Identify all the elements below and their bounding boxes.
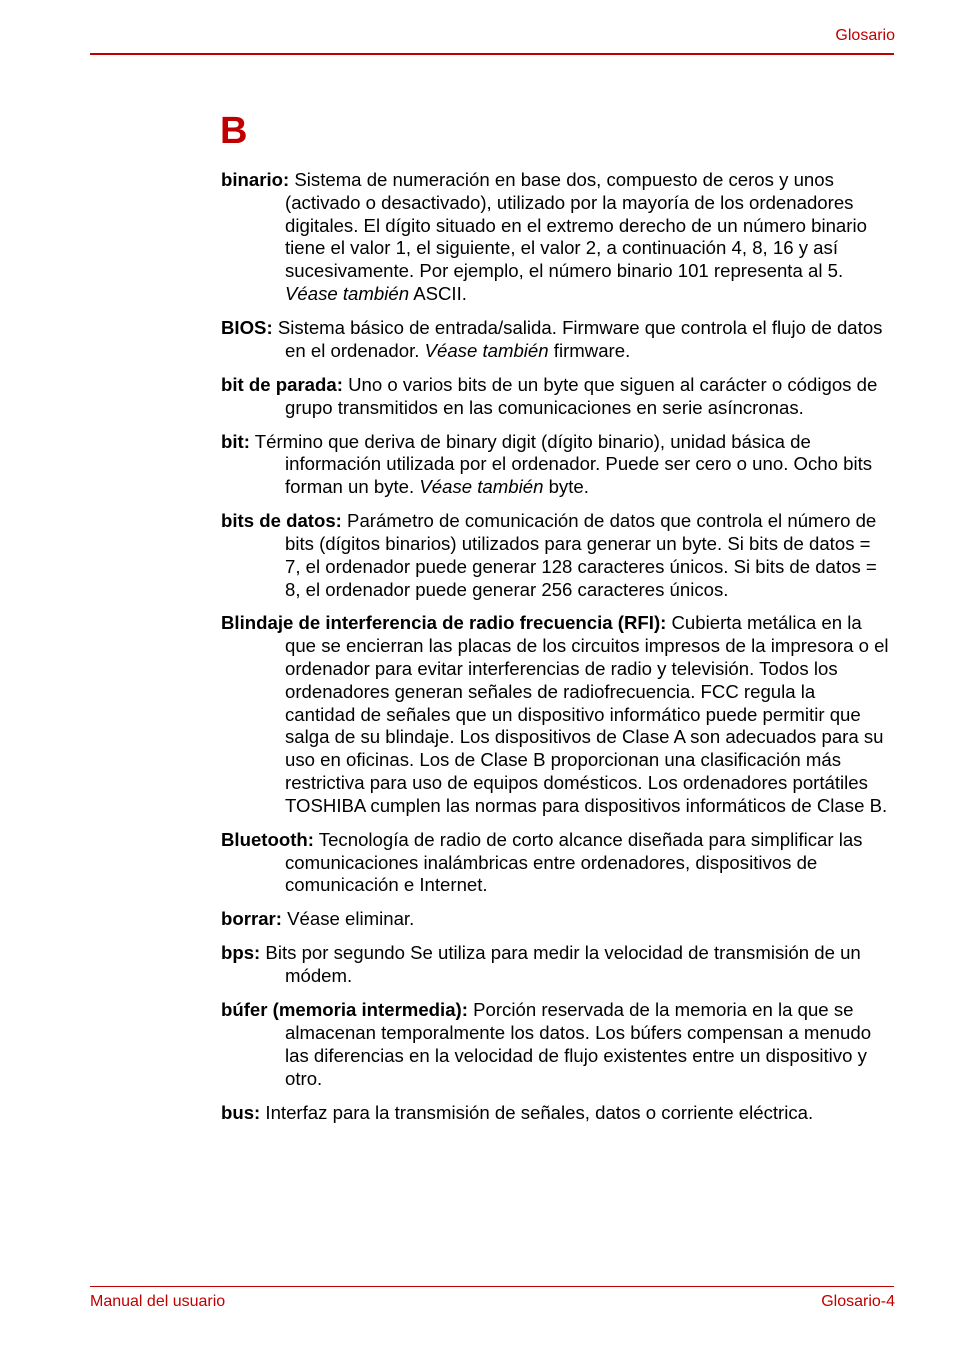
entry-text: Uno o varios bits de un byte que siguen al carácter o códigos de grupo transmitidos en las comunicaciones en serie asíncronas. <box>285 373 878 418</box>
glossary-entry-bits-de-datos <box>221 510 889 601</box>
entry-ref-label: Véase también <box>285 282 410 304</box>
entry-term: BIOS: <box>221 316 273 338</box>
entry-ref-target: byte. <box>548 476 589 498</box>
entry-ref-target: firmware. <box>553 339 631 361</box>
glossary-entry-binario <box>221 169 889 306</box>
entry-term: bit de parada: <box>221 373 343 395</box>
entry-text: Porción reservada de la memoria en la que se almacenan temporalmente los datos. Los búfers compensan a menudo las diferencias en la velocidad de flujo existentes entre un dispositivo y otro. <box>285 999 872 1089</box>
entry-term: bit: <box>221 430 250 452</box>
glossary-entry-bit <box>221 431 889 499</box>
entry-text: Véase eliminar. <box>287 908 415 930</box>
header-rule <box>90 53 894 55</box>
entry-text: Tecnología de radio de corto alcance diseñada para simplificar las comunicaciones inalámbricas entre ordenadores, dispositivos de comunicación e Internet. <box>285 828 863 896</box>
entry-text: Término que deriva de binary digit (dígito binario), unidad básica de información utilizada por el ordenador. Puede ser cero o uno. Ocho bits forman un byte. <box>254 430 873 498</box>
entry-term: bps: <box>221 942 261 964</box>
entry-text: Sistema básico de entrada/salida. Firmware que controla el flujo de datos en el ordenador. <box>277 316 883 361</box>
entry-text: Bits por segundo Se utiliza para medir la velocidad de transmisión de un módem. <box>265 942 861 987</box>
footer-manual-title: Manual del usuario <box>90 1293 226 1310</box>
page-number: Glosario-4 <box>821 1293 895 1310</box>
entry-term: bus: <box>221 1101 261 1123</box>
entry-text: Interfaz para la transmisión de señales, datos o corriente eléctrica. <box>265 1101 814 1123</box>
entry-term: borrar: <box>221 908 282 930</box>
glossary-entry-blindaje-rfi <box>221 612 889 817</box>
entry-term: Bluetooth: <box>221 828 314 850</box>
section-letter: B <box>220 110 248 152</box>
glossary-entry-bit-de-parada <box>221 374 889 420</box>
entry-term: bits de datos: <box>221 510 342 532</box>
entry-term: búfer (memoria intermedia): <box>221 999 468 1021</box>
entry-text: Parámetro de comunicación de datos que controla el número de bits (dígitos binarios) utilizados para generar un byte. Si bits de datos = 7, el ordenador puede generar 128 caracteres únicos. Si bits de datos = 8, el ordenador puede generar 256 caracteres únicos. <box>285 510 877 600</box>
glossary-entry-bluetooth <box>221 829 889 897</box>
running-header: Glosario <box>835 27 895 44</box>
entry-text: Cubierta metálica en la que se encierran las placas de los circuitos impresos de la impresora o el ordenador para evitar interferencias de radio y televisión. Todos los ordenadores generan señales de radiofrecuencia. FCC regula la cantidad de señales que un dispositivo informático puede permitir que salga de su blindaje. Los dispositivos de Clase A son adecuados para su uso en oficinas. Los de Clase B proporcionan una clasificación más restrictiva para uso de equipos domésticos. Los ordenadores portátiles TOSHIBA cumplen las normas para dispositivos informáticos de Clase B. <box>285 612 889 816</box>
glossary-entry-bufer <box>221 999 889 1090</box>
glossary-entry-bus <box>221 1102 889 1125</box>
glossary-entry-bios <box>221 317 889 363</box>
glossary-entry-borrar <box>221 908 889 931</box>
entry-term: binario: <box>221 169 290 190</box>
footer-rule <box>90 1286 894 1287</box>
entry-text: Sistema de numeración en base dos, compuesto de ceros y unos (activado o desactivado), utilizado por la mayoría de los ordenadores digitales. El dígito situado en el extremo derecho de un número binario tiene el valor 1, el siguiente, el valor 2, a continuación 4, 8, 16 y así sucesivamente. Por ejemplo, el número binario 101 representa al 5. <box>285 169 867 282</box>
glossary-entry-bps <box>221 942 889 988</box>
entry-ref-label: Véase también <box>419 476 544 498</box>
entry-ref-target: ASCII. <box>413 282 467 304</box>
glossary-entries <box>221 169 889 1136</box>
entry-term: Blindaje de interferencia de radio frecuencia (RFI): <box>221 612 667 634</box>
entry-ref-label: Véase también <box>424 339 549 361</box>
